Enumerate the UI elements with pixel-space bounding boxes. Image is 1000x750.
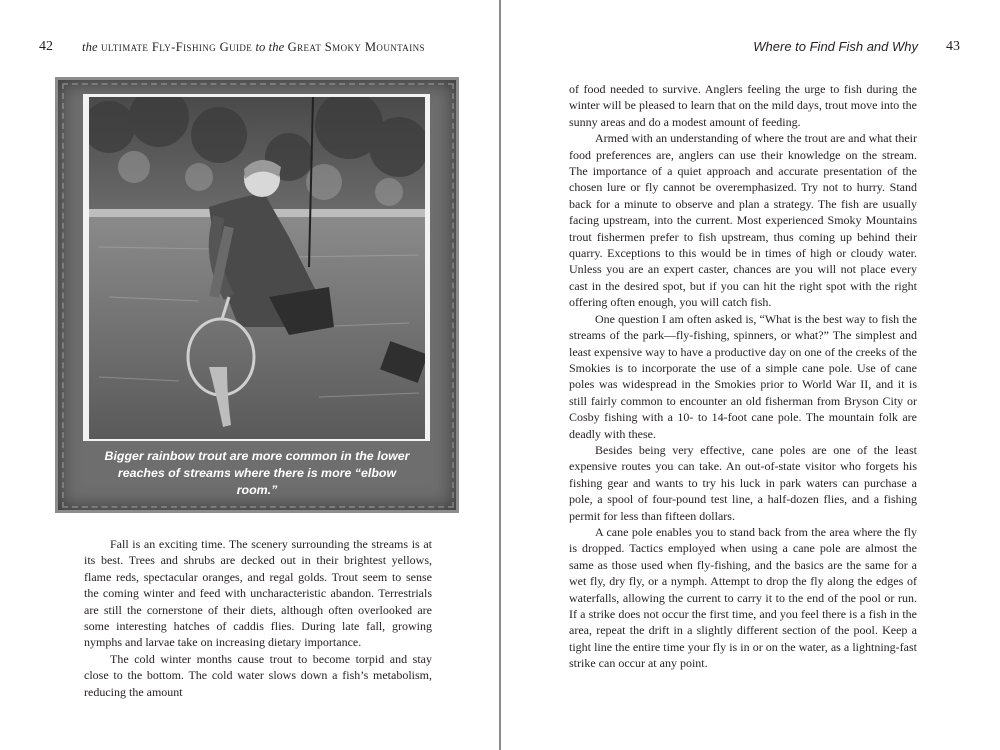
- paragraph: One question I am often asked is, “What is the best way to fish the streams of the park—fly-fishing, spinners, or what?” The simplest and least expensive way to have a productive day on one of the creeks of the Smokies is to incorporate the use of a simple cane pole. Use of cane poles was widespread in the Smokies prior to World War II, and it is still fairly common to encounter an old fisherman from Bryson City or Cosby fishing with a 10- to 14-foot cane pole. The mountain folk are deadly with these.: [569, 311, 917, 441]
- paragraph-continued: of food needed to survive. Anglers feeling the urge to fish during the winter will be pleased to learn that on the mild days, trout move into the sunny areas and do a modest amount of feeding.: [569, 82, 917, 129]
- running-head-smallcaps-1: ultimate Fly-Fishing Guide: [100, 40, 253, 54]
- paragraph: A cane pole enables you to stand back from the area where the fly is dropped. Tactics employed when using a cane pole are almost the same as those used when fly-fishing, and the basics are the same for a wet fly, dry fly, or a nymph. Attempt to drop the fly along the edges of waterfalls, allowing the current to carry it to the end of the pool or run. If a strike does not occur the first time, and you feel there is a fish in the area, repeat the drift in a slightly different section of the pool. Keep a tight line the entire time your fly is in or on the water, as a lightning-fast strike can occur at any point.: [569, 524, 917, 671]
- running-head-right: Where to Find Fish and Why: [753, 39, 918, 54]
- caption-line-2: reaches of streams where there is more “elbow room.”: [117, 466, 397, 497]
- photo-caption: [100, 448, 414, 499]
- running-head-smallcaps-2: Great Smoky Mountains: [287, 40, 425, 54]
- running-head-italic-2: to the: [255, 40, 285, 54]
- angler-photo: [89, 97, 425, 439]
- page-number-left: 42: [39, 39, 53, 54]
- left-body-text: [84, 536, 432, 700]
- left-page: [0, 0, 499, 750]
- right-body-text: [569, 81, 917, 672]
- paragraph: The cold winter months cause trout to become torpid and stay close to the bottom. The cold water slows down a fish’s metabolism, reducing the amount: [84, 651, 432, 699]
- running-head-left: [82, 40, 425, 55]
- caption-line-1: Bigger rainbow trout are more common in the lower: [104, 449, 410, 463]
- page-number-right: 43: [946, 39, 960, 54]
- paragraph: Besides being very effective, cane poles are one of the least expensive routes you can take. An out-of-state visitor who forgets his fishing gear and wants to try his luck in park waters can purchase a pole, a spool of four-pound test line, a half-dozen flies, and a fishing permit for less than fifteen dollars.: [569, 442, 917, 523]
- paragraph: Fall is an exciting time. The scenery surrounding the streams is at its best. Trees and shrubs are decked out in their brightest yellows, flame reds, spectacular oranges, and regal golds. Trout seem to sense the coming winter and feed with uncharacteristic abandon. Terrestrials are still the cornerstone of their diets, although often overlooked are some interesting hatches of caddis flies. During late fall, growing nymphs and larvae take on increasing dietary importance.: [84, 537, 432, 650]
- running-head-italic-1: the: [82, 40, 98, 54]
- angler-photo-illustration: [89, 97, 425, 439]
- paragraph: Armed with an understanding of where the trout are and what their food preferences are, anglers can use their knowledge on the stream. The importance of a quiet approach and accurate presentation of the chosen lure or fly cannot be overemphasized. Try not to hurry. Stand back for a minute to observe and plan a strategy. The fish are usually facing upstream, into the current. Most experienced Smoky Mountains trout fishermen prefer to fish upstream, thus coming up behind their quarry. Exceptions to this would be in times of high or cloudy water. Unless you are an expert caster, chances are you will not place every cast in the desired spot, but if you can hit the right spot with the right offering often enough, you will catch fish.: [569, 131, 917, 310]
